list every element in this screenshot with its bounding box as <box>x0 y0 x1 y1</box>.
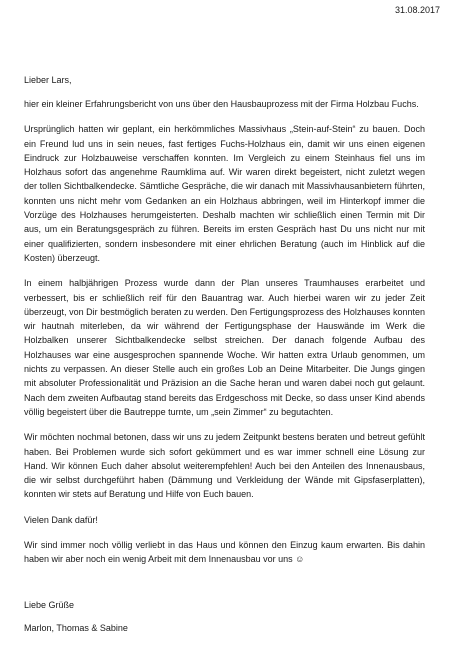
letter-body <box>24 97 425 578</box>
paragraph-recommendation: Wir möchten nochmal betonen, dass wir uns zu jedem Zeitpunkt bestens beraten und betreut gefühlt haben. Bei Problemen wurde sich sofort gekümmert und es war immer schnell eine Lösung zur Hand. Wir können Euch daher absolut weiterempfehlen! Auch bei den Anteilen des Innenausbaus, die wir selbst durchgeführt haben (Dämmung und Verkleidung der Wände mit Gipsfaserplatten), konnten wir stets auf Beratung und Hilfe von Euch bauen. <box>24 432 425 500</box>
closing-greeting: Liebe Grüße <box>24 600 75 610</box>
salutation: Lieber Lars, <box>24 75 72 85</box>
paragraph-outlook: Wir sind immer noch völlig verliebt in das Haus und können den Einzug kaum erwarten. Bis dahin haben wir aber noch ein wenig Arbeit mit dem Innenausbau vor uns ☺ <box>24 540 425 565</box>
paragraph-intro: hier ein kleiner Erfahrungsbericht von uns über den Hausbauprozess mit der Firma Holzbau Fuchs. <box>24 99 419 109</box>
paragraph-construction: In einem halbjährigen Prozess wurde dann der Plan unseres Traumhauses erarbeitet und verbessert, bis er schließlich reif für den Bauantrag war. Auch hierbei waren wir zu jeder Zeit überzeugt, von Dir bestmöglich beraten zu werden. Den Fertigungsprozess des Holzhauses konnten wir hautnah miterleben, da wir während der Fertigungsphase der Hauswände im Werk die Holzbalken unserer Sichtbalkendecke selbst streichen. Der danach folgende Aufbau des Holzhauses war eine ausgesprochen spannende Woche. Wir hatten extra Urlaub genommen, um nichts zu verpassen. An dieser Stelle auch ein großes Lob an Deine Mitarbeiter. Die Jungs gingen mit absoluter Professionalität und Präzision an die Sache heran und waren dabei noch gut gelaunt. Nach dem zweiten Aufbautag stand bereits das Erdgeschoss mit Decke, so dass unser Kind abends völlig begeistert über die Bautreppe turnte, um „sein Zimmer“ zu begutachten. <box>24 278 425 417</box>
letter-date: 31.08.2017 <box>394 5 440 15</box>
paragraph-thanks: Vielen Dank dafür! <box>24 514 98 525</box>
paragraph-decision: Ursprünglich hatten wir geplant, ein herkömmliches Massivhaus „Stein-auf-Stein“ zu bauen. Doch ein Freund lud uns in sein neues, fast fertiges Fuchs-Holzhaus ein, damit wir uns einen eigenen Eindruck zur Holzbauweise verschaffen konnten. Im Vergleich zu einem Steinhaus fiel uns im Holzhaus sofort das angenehme Raumklima auf. Wir waren direkt begeistert, nicht zuletzt wegen der tollen Sichtbalkendecke. Sämtliche Gespräche, die wir danach mit Massivhausanbietern führten, konnten uns nicht mehr vom Gedanken an ein Holzhaus abbringen, weil im Hinterkopf immer die Vorzüge des Holzhauses herumgeisterten. Deshalb machten wir schließlich einen Termin mit Dir aus, um ein Beratungsgespräch zu führen. Bereits im ersten Gespräch hast Du uns nicht nur mit einer qualifizierten, sondern insbesondere mit einer ehrlichen Beratung (auch im Hinblick auf die Kosten) überzeugt. <box>24 124 425 263</box>
signatories: Marlon, Thomas & Sabine <box>24 623 128 633</box>
